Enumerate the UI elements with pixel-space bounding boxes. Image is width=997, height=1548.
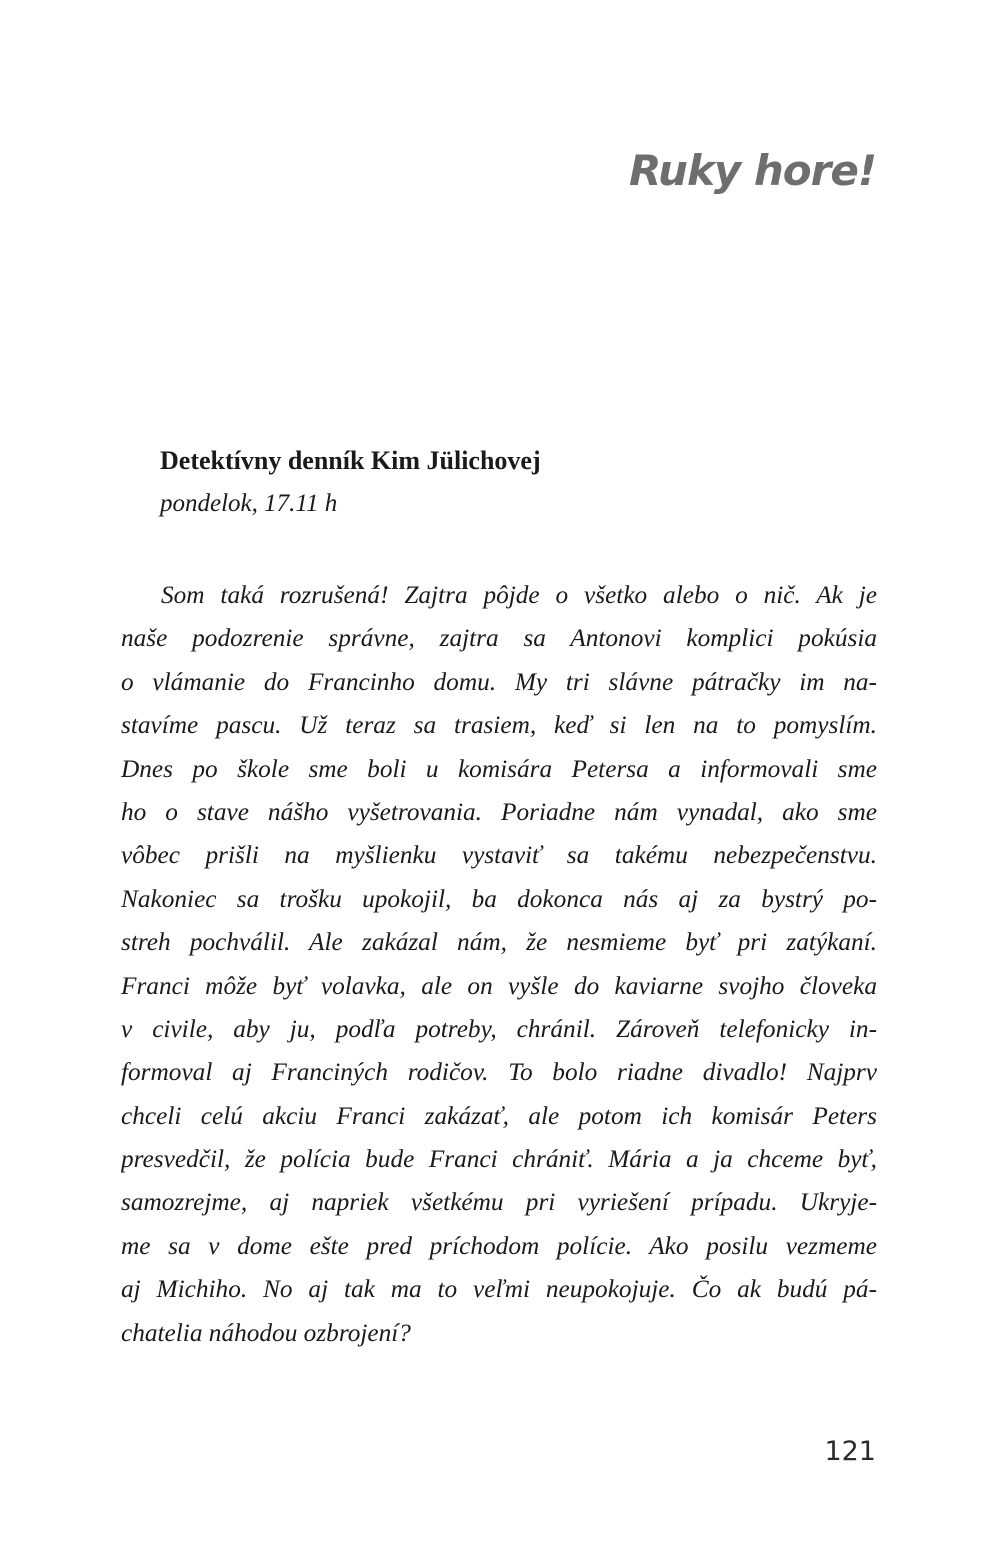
text-line: vôbec prišli na myšlienku vystaviť sa takému nebezpečenstvu.	[121, 841, 877, 870]
text-line: chceli celú akciu Franci zakázať, ale potom ich komisár Peters	[121, 1101, 877, 1130]
text-line: Nakoniec sa trošku upokojil, ba dokonca nás aj za bystrý po-	[121, 884, 877, 913]
text-line: o vlámanie do Francinho domu. My tri slávne pátračky im na-	[121, 667, 877, 696]
text-line: Dnes po škole sme boli u komisára Petersa a informovali sme	[121, 754, 877, 783]
text-line: v civile, aby ju, podľa potreby, chránil. Zároveň telefonicky in-	[121, 1014, 877, 1043]
text-line: samozrejme, aj napriek všetkému pri vyriešení prípadu. Ukryje-	[121, 1188, 877, 1217]
text-line: naše podozrenie správne, zajtra sa Antonovi komplici pokúsia	[121, 624, 877, 653]
text-line: presvedčil, že polícia bude Franci chrániť. Mária a ja chceme byť,	[121, 1145, 877, 1174]
text-line: formoval aj Franciných rodičov. To bolo riadne divadlo! Najprv	[121, 1058, 877, 1087]
text-line: me sa v dome ešte pred príchodom polície. Ako posilu vezmeme	[121, 1231, 877, 1260]
diary-entry-text	[121, 574, 877, 1355]
diary-date: pondelok, 17.11 h	[160, 490, 338, 517]
text-line: aj Michiho. No aj tak ma to veľmi neupokojuje. Čo ak budú pá-	[121, 1275, 877, 1304]
chapter-title: Ruky hore!	[629, 146, 876, 195]
text-line: streh pochválil. Ale zakázal nám, že nesmieme byť pri zatýkaní.	[121, 928, 877, 957]
text-line: Franci môže byť volavka, ale on vyšle do kaviarne svojho človeka	[121, 971, 877, 1000]
page-number: 121	[824, 1436, 876, 1467]
diary-heading: Detektívny denník Kim Jülichovej	[160, 446, 541, 475]
text-line: stavíme pascu. Už teraz sa trasiem, keď si len na to pomyslím.	[121, 711, 877, 740]
text-line: chatelia náhodou ozbrojení?	[121, 1318, 411, 1347]
text-line: ho o stave nášho vyšetrovania. Poriadne nám vynadal, ako sme	[121, 797, 877, 826]
text-line: Som taká rozrušená! Zajtra pôjde o všetko alebo o nič. Ak je	[161, 581, 877, 609]
